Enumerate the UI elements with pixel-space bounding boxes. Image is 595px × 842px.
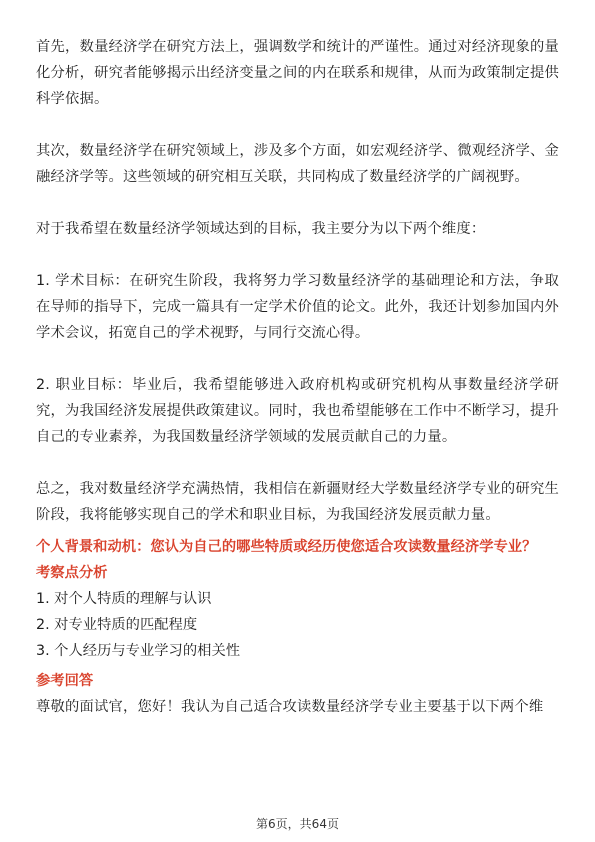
paragraph-goals-intro: 对于我希望在数量经济学领域达到的目标，我主要分为以下两个维度： [36, 221, 486, 237]
paragraph-gap [36, 112, 559, 138]
paragraph-gap [36, 450, 559, 476]
answer-heading: 参考回答 [36, 673, 94, 689]
analysis-item: 3. 个人经历与专业学习的相关性 [36, 643, 241, 659]
paragraph-methods: 首先，数量经济学在研究方法上，强调数学和统计的严谨性。通过对经济现象的量化分析，研究者能够揭示出经济变量之间的内在联系和规律，从而为政策制定提供科学依据。 [36, 39, 559, 107]
analysis-item: 1. 对个人特质的理解与认识 [36, 591, 212, 607]
paragraph-gap [36, 190, 559, 216]
document-page [36, 34, 559, 720]
paragraph-fields: 其次，数量经济学在研究领域上，涉及多个方面，如宏观经济学、微观经济学、金融经济学等。这些领域的研究相互关联，共同构成了数量经济学的广阔视野。 [36, 143, 559, 185]
paragraph-gap [36, 346, 559, 372]
page-number: 第6页，共64页 [256, 817, 339, 831]
paragraph-gap [36, 242, 559, 268]
paragraph-career-goal: 2. 职业目标：毕业后，我希望能够进入政府机构或研究机构从事数量经济学研究，为我国经济发展提供政策建议。同时，我也希望能够在工作中不断学习，提升自己的专业素养，为我国数量经济学领域的发展贡献自己的力量。 [36, 377, 559, 445]
analysis-heading: 考察点分析 [36, 565, 108, 581]
answer-text: 尊敬的面试官，您好！我认为自己适合攻读数量经济学专业主要基于以下两个维 [36, 699, 544, 715]
paragraph-academic-goal: 1. 学术目标：在研究生阶段，我将努力学习数量经济学的基础理论和方法，争取在导师的指导下，完成一篇具有一定学术价值的论文。此外，我还计划参加国内外学术会议，拓宽自己的学术视野，与同行交流心得。 [36, 273, 559, 341]
paragraph-conclusion: 总之，我对数量经济学充满热情，我相信在新疆财经大学数量经济学专业的研究生阶段，我将能够实现自己的学术和职业目标，为我国经济发展贡献力量。 [36, 481, 559, 523]
interview-question: 个人背景和动机：您认为自己的哪些特质或经历使您适合攻读数量经济学专业？ [36, 539, 537, 555]
analysis-item: 2. 对专业特质的匹配程度 [36, 617, 198, 633]
